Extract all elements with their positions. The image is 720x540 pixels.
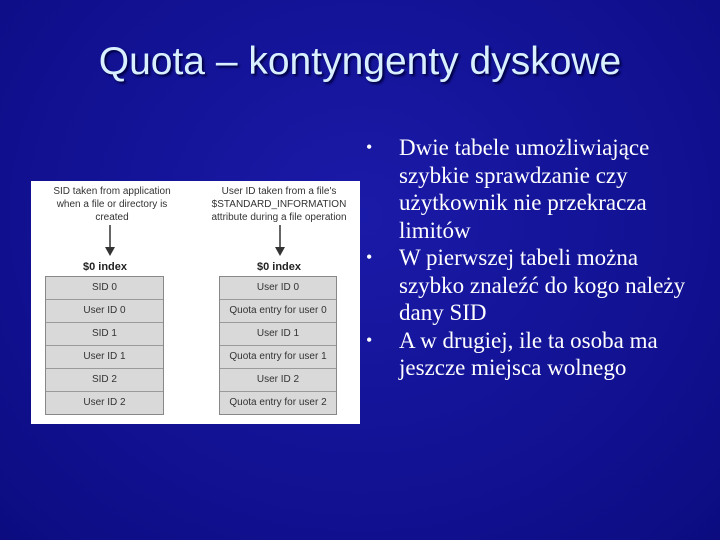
table-cell: SID 0 [46,277,163,300]
right-caption: User ID taken from a file's $STANDARD_INFORMATION attribute during a file operation [211,186,347,223]
list-item [366,134,706,244]
table-cell: User ID 0 [46,300,163,323]
slide-title: Quota – kontyngenty dyskowe [98,40,622,83]
table-cell: User ID 1 [46,346,163,369]
bullet-list [366,134,706,382]
right-index-label: $0 index [256,261,302,273]
table-cell: SID 1 [46,323,163,346]
bullet-icon: • [366,137,373,157]
left-caption: SID taken from application when a file or directory is created [53,186,171,223]
bullet-icon: • [366,247,373,267]
bullet-text: W pierwszej tabeli można szybko znaleźć do kogo należy dany SID [399,245,686,325]
quota-index-table [219,276,337,415]
table-cell: Quota entry for user 2 [220,392,336,414]
down-arrow-icon [104,225,116,257]
list-item [366,244,706,327]
down-arrow-icon [274,225,286,257]
sid-index-table [45,276,164,415]
table-cell: User ID 0 [220,277,336,300]
table-cell: User ID 1 [220,323,336,346]
bullet-text: A w drugiej, ile ta osoba ma jeszcze miejsca wolnego [399,327,658,380]
list-item [366,327,706,382]
table-cell: User ID 2 [46,392,163,414]
table-cell: SID 2 [46,369,163,392]
left-index-label: $0 index [82,261,128,273]
bullet-icon: • [366,329,373,350]
table-cell: User ID 2 [220,369,336,392]
table-cell: Quota entry for user 1 [220,346,336,369]
quota-diagram-figure [31,181,360,424]
bullet-text: Dwie tabele umożliwiające szybkie sprawdzanie czy użytkownik nie przekracza limitów [399,135,650,243]
table-cell: Quota entry for user 0 [220,300,336,323]
